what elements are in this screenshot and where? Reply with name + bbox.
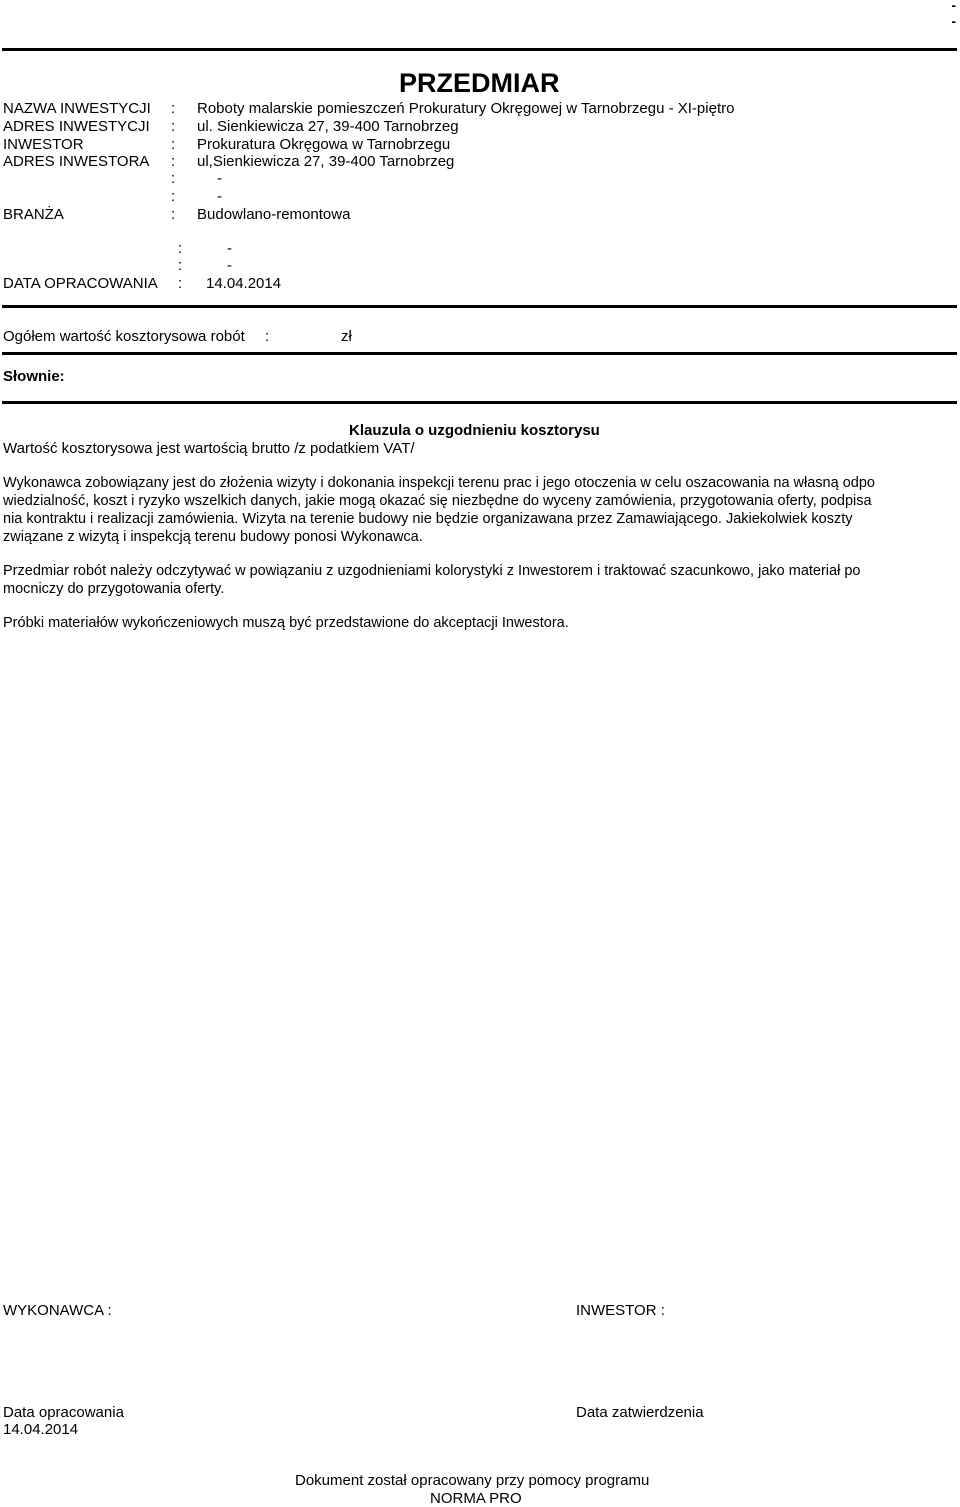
field-value-empty: - (217, 188, 222, 205)
field-value-project-name: Roboty malarskie pomieszczeń Prokuratury Okręgowej w Tarnobrzegu - XI-piętro (197, 100, 735, 117)
words-label: Słownie: (3, 368, 65, 385)
top-rule (2, 48, 957, 51)
rule-after-header (2, 305, 957, 308)
clause-paragraph-inspection (3, 474, 953, 546)
field-label-date: DATA OPRACOWANIA (3, 275, 158, 292)
paragraph-line: nia kontraktu i realizacji zamówienia. Wizyta na terenie budowy nie będzie organizawana przez Zamawiającego. Jakiekolwiek koszty (3, 511, 853, 527)
field-value-project-address: ul. Sienkiewicza 27, 39-400 Tarnobrzeg (197, 118, 459, 135)
footer-line-1: Dokument został opracowany przy pomocy programu (295, 1472, 650, 1489)
total-label: Ogółem wartość kosztorysowa robót (3, 328, 245, 345)
clause-heading: Klauzula o uzgodnieniu kosztorysu (349, 422, 600, 439)
field-separator: : (178, 257, 183, 274)
field-label-investor-address: ADRES INWESTORA (3, 153, 150, 170)
field-separator: : (171, 136, 176, 153)
rule-after-total (2, 352, 957, 355)
prepared-date-label: Data opracowania (3, 1404, 124, 1421)
field-label-trade: BRANŻA (3, 206, 64, 223)
field-label-project-name: NAZWA INWESTYCJI (3, 100, 151, 117)
investor-label: INWESTOR : (576, 1302, 665, 1319)
paragraph-line: Przedmiar robót należy odczytywać w powiązaniu z uzgodnieniami kolorystyki z Inwestorem i traktować szacunkowo, jako materiał po (3, 563, 861, 579)
document-title: PRZEDMIAR (399, 68, 560, 98)
total-separator: : (265, 328, 270, 345)
field-label-investor: INWESTOR (3, 136, 84, 153)
field-separator: : (171, 170, 176, 187)
field-separator: : (171, 118, 176, 135)
paragraph-line: wiedzialność, koszt i ryzyko wszelkich danych, jakie mogą okazać się niezbędne do wyceny zamówienia, przygotowania oferty, podpisa (3, 493, 872, 509)
paragraph-line: związane z wizytą i inspekcją terenu budowy ponosi Wykonawca. (3, 529, 423, 545)
rule-before-clause (2, 401, 957, 404)
clause-paragraph-colors (3, 562, 953, 598)
total-unit: zł (341, 328, 352, 345)
field-value-date: 14.04.2014 (206, 275, 282, 292)
paragraph-line: Próbki materiałów wykończeniowych muszą być przedstawione do akceptacji Inwestora. (3, 615, 569, 631)
field-value-investor: Prokuratura Okręgowa w Tarnobrzegu (197, 136, 451, 153)
vat-note: Wartość kosztorysowa jest wartością brutto /z podatkiem VAT/ (3, 440, 415, 457)
field-value-investor-address: ul,Sienkiewicza 27, 39-400 Tarnobrzeg (197, 153, 455, 170)
footer-line-2: NORMA PRO (430, 1490, 522, 1507)
clause-paragraph-samples (3, 614, 953, 632)
paragraph-line: Wykonawca zobowiązany jest do złożenia wizyty i dokonania inspekcji terenu prac i jego otoczenia w celu oszacowania na własną odpo (3, 475, 875, 491)
field-separator: : (178, 240, 183, 257)
field-label-project-address: ADRES INWESTYCJI (3, 118, 150, 135)
field-separator: : (171, 188, 176, 205)
field-value-empty: - (227, 240, 232, 257)
field-value-empty: - (217, 170, 222, 187)
corner-mark-top: - (951, 0, 956, 13)
contractor-label: WYKONAWCA : (3, 1302, 112, 1319)
corner-mark-bottom: - (951, 13, 956, 29)
field-value-trade: Budowlano-remontowa (197, 206, 351, 223)
field-value-empty: - (227, 257, 232, 274)
field-separator: : (178, 275, 183, 292)
field-separator: : (171, 100, 176, 117)
field-separator: : (171, 206, 176, 223)
approved-date-label: Data zatwierdzenia (576, 1404, 704, 1421)
paragraph-line: mocniczy do przygotowania oferty. (3, 581, 225, 597)
prepared-date-value: 14.04.2014 (3, 1421, 79, 1438)
field-separator: : (171, 153, 176, 170)
